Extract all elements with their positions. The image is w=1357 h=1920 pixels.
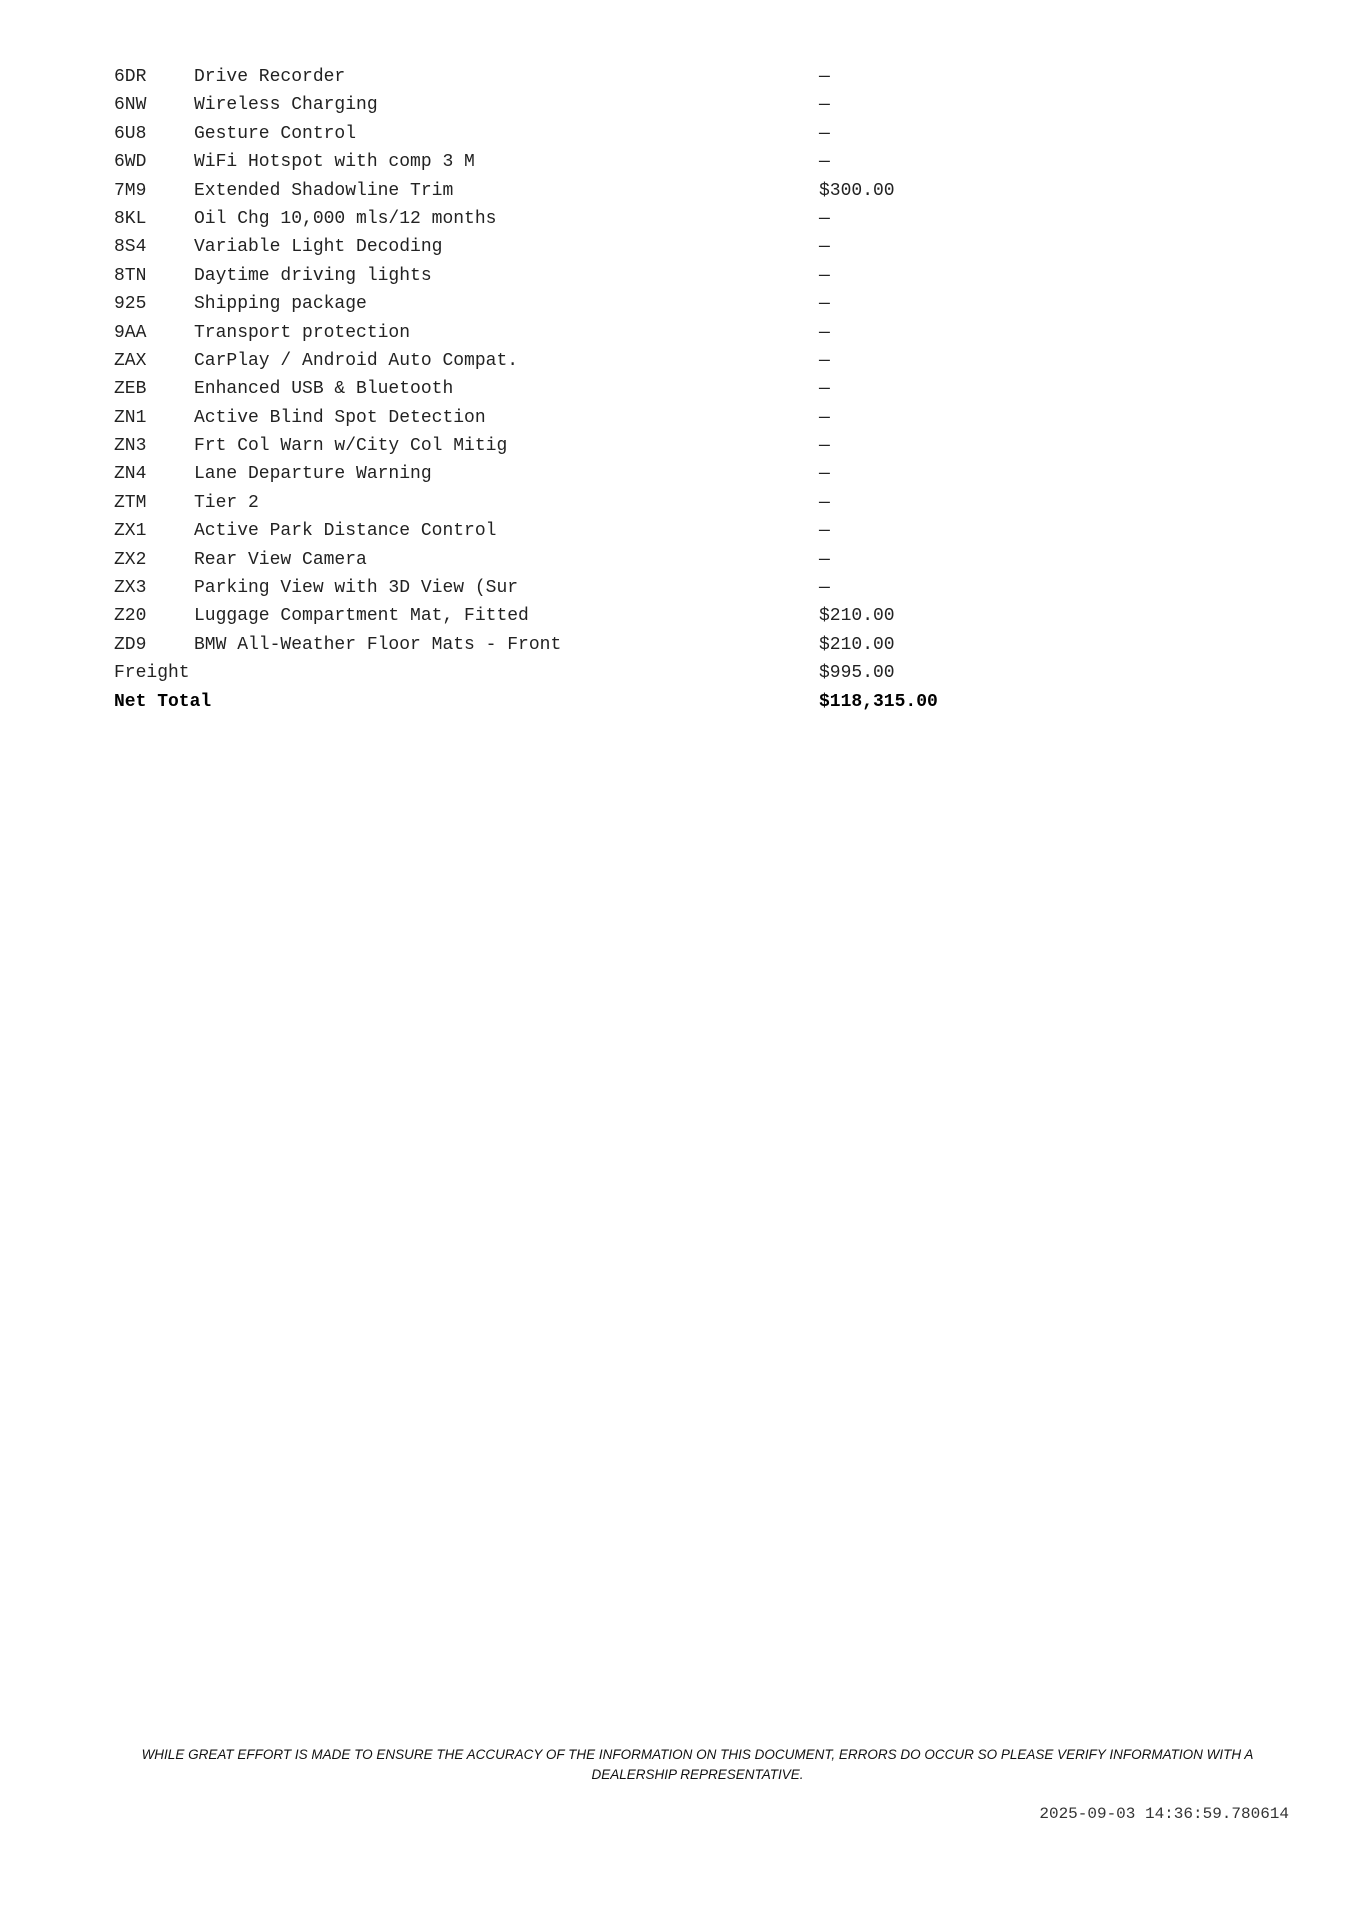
option-price: — <box>819 294 830 315</box>
list-item <box>114 347 1014 375</box>
list-item <box>114 546 1014 574</box>
option-code: 6NW <box>114 95 147 116</box>
option-price: — <box>819 237 830 258</box>
list-item <box>114 602 1014 630</box>
option-description: Enhanced USB & Bluetooth <box>194 379 454 400</box>
option-description: Extended Shadowline Trim <box>194 180 454 201</box>
option-description: Shipping package <box>194 294 367 315</box>
option-description: WiFi Hotspot with comp 3 M <box>194 152 475 173</box>
option-code: ZN1 <box>114 407 147 428</box>
option-description: BMW All-Weather Floor Mats - Front <box>194 634 562 655</box>
list-item <box>114 375 1014 403</box>
list-item <box>114 120 1014 148</box>
option-price: — <box>819 67 830 87</box>
option-price: — <box>819 549 830 570</box>
option-price: — <box>819 492 830 513</box>
option-price: — <box>819 436 830 457</box>
option-code: 9AA <box>114 322 147 343</box>
option-price: — <box>819 407 830 428</box>
option-code: 6DR <box>114 67 147 87</box>
option-description: Frt Col Warn w/City Col Mitig <box>194 436 508 457</box>
option-price: — <box>819 464 830 485</box>
option-price: — <box>819 322 830 343</box>
freight-label: Freight <box>114 663 190 684</box>
option-description: Active Blind Spot Detection <box>194 407 486 428</box>
option-description: Variable Light Decoding <box>194 237 443 258</box>
net-total-label: Net Total <box>114 691 212 712</box>
list-item <box>114 91 1014 119</box>
option-code: 8KL <box>114 208 147 229</box>
timestamp: 2025-09-03 14:36:59.780614 <box>1039 1805 1289 1823</box>
option-description: CarPlay / Android Auto Compat. <box>194 350 519 371</box>
list-item <box>114 290 1014 318</box>
option-code: 6U8 <box>114 123 147 144</box>
list-item <box>114 631 1014 659</box>
option-price: — <box>819 95 830 116</box>
option-code: ZAX <box>114 350 147 371</box>
list-item <box>114 574 1014 602</box>
option-price: $300.00 <box>819 180 895 201</box>
freight-price: $995.00 <box>819 663 895 684</box>
list-item <box>114 205 1014 233</box>
option-code: 925 <box>114 294 147 315</box>
net-total-row <box>114 688 1014 716</box>
option-code: 8TN <box>114 265 147 286</box>
list-item <box>114 489 1014 517</box>
list-item <box>114 319 1014 347</box>
net-total-price: $118,315.00 <box>819 691 938 712</box>
list-item <box>114 177 1014 205</box>
option-price: — <box>819 265 830 286</box>
option-price: $210.00 <box>819 606 895 627</box>
list-item <box>114 460 1014 488</box>
option-price: $210.00 <box>819 634 895 655</box>
option-description: Active Park Distance Control <box>194 521 497 542</box>
option-price: — <box>819 152 830 173</box>
option-description: Tier 2 <box>194 492 259 513</box>
option-description: Oil Chg 10,000 mls/12 months <box>194 208 497 229</box>
option-description: Luggage Compartment Mat, Fitted <box>194 606 529 627</box>
option-description: Drive Recorder <box>194 67 346 87</box>
list-item <box>114 233 1014 261</box>
freight-row <box>114 659 1014 687</box>
option-code: ZX3 <box>114 578 147 599</box>
option-price: — <box>819 379 830 400</box>
list-item <box>114 432 1014 460</box>
option-description: Daytime driving lights <box>194 265 432 286</box>
list-item <box>114 517 1014 545</box>
option-code: ZTM <box>114 492 147 513</box>
option-description: Lane Departure Warning <box>194 464 432 485</box>
option-code: 7M9 <box>114 180 147 201</box>
list-item <box>114 63 1014 91</box>
option-price: — <box>819 123 830 144</box>
option-price: — <box>819 521 830 542</box>
option-code: ZN4 <box>114 464 147 485</box>
option-code: 8S4 <box>114 237 147 258</box>
option-list <box>114 63 1014 716</box>
list-item <box>114 148 1014 176</box>
option-code: ZX2 <box>114 549 147 570</box>
list-item <box>114 262 1014 290</box>
option-description: Rear View Camera <box>194 549 367 570</box>
option-code: ZEB <box>114 379 147 400</box>
option-description: Transport protection <box>194 322 411 343</box>
option-code: 6WD <box>114 152 147 173</box>
option-description: Gesture Control <box>194 123 357 144</box>
option-description: Parking View with 3D View (Sur <box>194 578 519 599</box>
option-code: Z20 <box>114 606 147 627</box>
option-price: — <box>819 578 830 599</box>
option-code: ZD9 <box>114 634 147 655</box>
disclaimer-text: WHILE GREAT EFFORT IS MADE TO ENSURE THE ACCURACY OF THE INFORMATION ON THIS DOCUMENT, ERRORS DO OCCUR SO PLEASE VERIFY INFORMATION WITH A DEALERSHIP REPRESENTATIVE. <box>141 1747 1254 1782</box>
option-code: ZX1 <box>114 521 147 542</box>
option-price: — <box>819 350 830 371</box>
option-code: ZN3 <box>114 436 147 457</box>
list-item <box>114 404 1014 432</box>
option-price: — <box>819 208 830 229</box>
option-description: Wireless Charging <box>194 95 378 116</box>
